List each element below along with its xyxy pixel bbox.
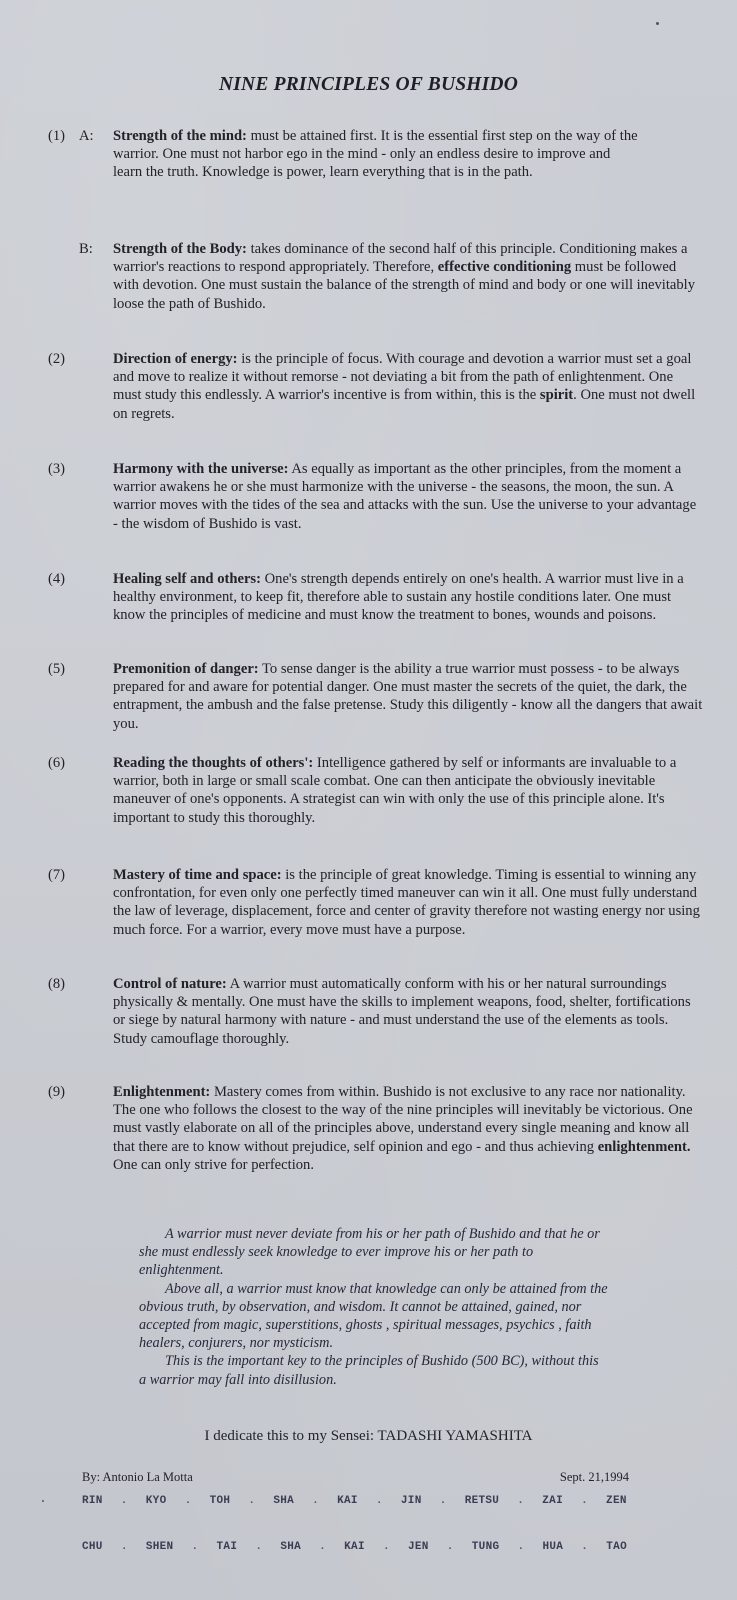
principle-body: A warrior must automatically conform with his or her natural surroundings physically & mentally. One must have the skills to implement weapons, food, shelter, fortifications or siege by natural harmony with nature - and must understand the use of the elements as tools. Study camouflage thoroughly. [113, 976, 691, 1047]
principle-text [113, 975, 703, 1048]
principle-heading: Premonition of danger: [113, 661, 259, 677]
principle-heading: Reading the thoughts of others': [113, 755, 314, 771]
principle-emphasis: enlightenment. [597, 1138, 691, 1155]
mantra-word: KAI [344, 1541, 365, 1553]
principle-body: Intelligence gathered by self or informants are invaluable to a warrior, both in large or small scale combat. One can then anticipate the obviously inevitable maneuver of one's opponents. A strategist can win with only the use of this principle alone. It's important to study this thoroughly. [113, 755, 677, 826]
principle-text [113, 460, 703, 533]
mantra-separator: . [312, 1495, 320, 1507]
principle-body: Mastery comes from within. Bushido is not exclusive to any race nor nationality. The one who follows the closest to the way of the nine principles will inevitably be victorious. One must vastly elaborate on all of the principles above, understand every single meaning and know all that there are to know without prejudice, self opinion and ego - and thus achieving [113, 1084, 693, 1155]
mantra-separator: . [120, 1495, 128, 1507]
mantra-separator: . [191, 1541, 199, 1553]
principle-body: As equally as important as the other principles, from the moment a warrior awakens he or she must harmonize with the universe - the seasons, the moon, the sun. A warrior moves with the tides of the sea and attacks with the sun. Use the universe to your advantage - the wisdom of Bushido is vast. [113, 461, 697, 532]
principle-heading: Strength of the Body: [113, 241, 247, 257]
principle-text [113, 570, 703, 625]
mantra-separator: . [375, 1495, 383, 1507]
principle-sub-label: A: [79, 128, 94, 144]
mantra-separator: . [581, 1495, 588, 1507]
principle-sub-label: B: [79, 241, 93, 257]
principle-number: (1) [48, 128, 66, 144]
mantra-separator: . [581, 1541, 589, 1553]
principle-text [113, 240, 703, 313]
principle-text [113, 127, 643, 182]
principle-number: (9) [48, 1084, 66, 1100]
mantra-word: RIN [82, 1495, 103, 1507]
principle-emphasis: spirit [539, 387, 574, 404]
mantra-word: RETSU [464, 1495, 500, 1507]
principle-body: is the principle of focus. With courage and devotion a warrior must set a goal and move to realize it without remorse - not deviating a bit from the path of enlightenment. One must study this endlessly. A warrior's incentive is from within, this is the [113, 351, 692, 404]
mantra-word: TUNG [471, 1541, 500, 1553]
principle-body: must be followed with devotion. One must sustain the balance of the strength of mind and body or one will inevitably loose the path of Bushido. [113, 259, 696, 312]
mantra-separator: . [439, 1495, 447, 1507]
mantra-word: CHU [82, 1541, 103, 1553]
mantra-word: JEN [407, 1541, 429, 1553]
mantra-word: TAO [606, 1541, 627, 1553]
mantra-separator: . [248, 1495, 256, 1507]
principle-heading: Healing self and others: [113, 571, 261, 587]
principle-text [113, 754, 703, 827]
mantra-word: SHEN [145, 1541, 174, 1553]
principle-body: To sense danger is the ability a true warrior must possess - to be always prepared for and aware for potential danger. One must master the secrets of the quiet, the dark, the entrapment, the ambush and the false pretense. Study this diligently - know all the dangers that await you. [113, 661, 703, 732]
principle-body: must be attained first. It is the essential first step on the way of the warrior. One must not harbor ego in the mind - only an endless desire to improve and learn the truth. Knowledge is power, learn everything that is in the path. [113, 128, 638, 181]
principle-number: (8) [48, 976, 66, 992]
principle-heading: Harmony with the universe: [113, 461, 289, 477]
principle-body: is the principle of great knowledge. Timing is essential to winning any confrontation, for even only one perfectly timed maneuver can win it all. One must fully understand the law of leverage, displacement, force and center of gravity therefore not wasting energy nor using much force. For a warrior, every move must have a purpose. [113, 867, 700, 938]
mantra-separator: . [446, 1541, 454, 1553]
paper-speck [42, 1500, 44, 1502]
mantra-separator: . [517, 1541, 525, 1553]
mantra-word: JIN [400, 1495, 422, 1507]
quote-paragraph-3: This is the important key to the principles of Bushido (500 BC), without this a warrior may fall into disillusion. [139, 1353, 599, 1388]
principle-heading: Mastery of time and space: [113, 867, 282, 883]
mantra-separator: . [382, 1541, 390, 1553]
principle-text [113, 350, 703, 423]
paper-speck [656, 22, 659, 25]
mantra-separator: . [517, 1495, 525, 1507]
mantra-word: KYO [145, 1495, 167, 1507]
document-title: NINE PRINCIPLES OF BUSHIDO [218, 74, 519, 95]
principle-text [113, 1083, 703, 1174]
mantra-word: KAI [337, 1495, 358, 1507]
mantra-row-1 [82, 1495, 627, 1507]
mantra-separator: . [184, 1495, 192, 1507]
principle-number: (3) [48, 461, 66, 477]
principle-emphasis: effective conditioning [437, 259, 572, 276]
mantra-separator: . [255, 1541, 263, 1553]
principle-text [113, 866, 703, 939]
mantra-word: SHA [273, 1495, 295, 1507]
principle-body: One's strength depends entirely on one's health. A warrior must live in a healthy environment, to keep fit, therefore able to sustain any hostile conditions later. One must know the principles of medicine and must know the treatment to bones, wounds and poisons. [113, 571, 684, 624]
closing-quote [139, 1225, 609, 1389]
mantra-word: TOH [209, 1495, 231, 1507]
document-date: Sept. 21,1994 [559, 1470, 629, 1484]
principle-heading: Control of nature: [113, 976, 227, 992]
principle-heading: Direction of energy: [113, 351, 238, 367]
mantra-row-2 [82, 1541, 627, 1553]
mantra-word: HUA [542, 1541, 564, 1553]
principle-number: (7) [48, 867, 66, 883]
mantra-separator: . [120, 1541, 128, 1553]
author-byline: By: Antonio La Motta [82, 1470, 193, 1484]
principle-body: takes dominance of the second half of this principle. Conditioning makes a warrior's reactions to respond appropriately. Therefore, [113, 241, 688, 276]
quote-paragraph-1: A warrior must never deviate from his or her path of Bushido and that he or she must endlessly seek knowledge to ever improve his or her path to enlightenment. [139, 1226, 600, 1279]
mantra-separator: . [319, 1541, 327, 1553]
quote-paragraph-2: Above all, a warrior must know that knowledge can only be attained from the obvious truth, by observation, and wisdom. It cannot be attained, gained, nor accepted from magic, superstitions, ghosts , spiritual messages, psychics , faith healers, conjurers, nor mysticism. [139, 1280, 608, 1352]
principle-number: (2) [48, 351, 66, 367]
principle-number: (6) [48, 755, 66, 771]
principle-number: (4) [48, 571, 66, 587]
principle-heading: Strength of the mind: [113, 128, 247, 144]
principle-body: One can only strive for perfection. [113, 1156, 314, 1173]
principle-body: . One must not dwell on regrets. [113, 387, 696, 422]
principle-heading: Enlightenment: [113, 1084, 211, 1100]
principle-number: (5) [48, 661, 66, 677]
mantra-word: ZEN [606, 1495, 627, 1507]
mantra-word: TAI [216, 1541, 238, 1553]
principle-text [113, 660, 703, 733]
mantra-word: SHA [280, 1541, 302, 1553]
dedication: I dedicate this to my Sensei: TADASHI YAMASHITA [204, 1428, 533, 1444]
mantra-word: ZAI [542, 1495, 563, 1507]
